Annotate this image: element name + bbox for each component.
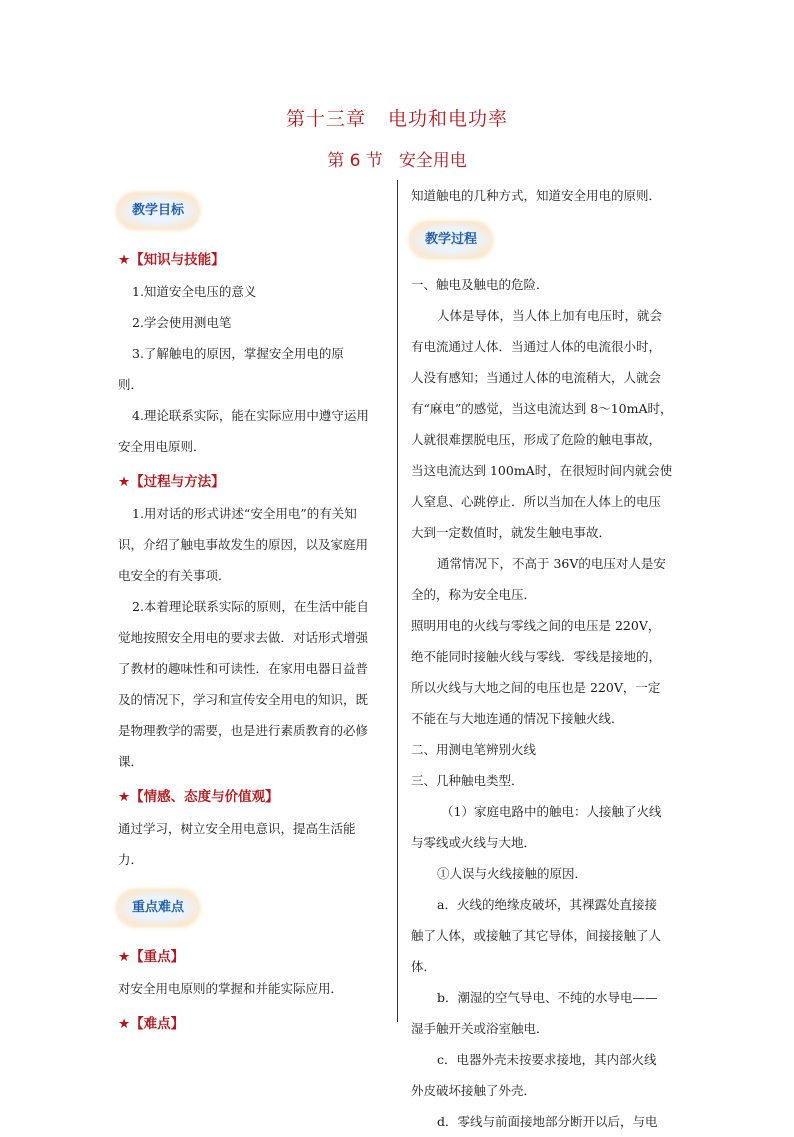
process-body-line: 人就很难摆脱电压，形成了危险的触电事故， xyxy=(411,432,662,447)
process-body-line: 外皮破坏接触了外壳． xyxy=(411,1083,537,1098)
process-body-line: c．电器外壳未按要求接地，其内部火线 xyxy=(437,1052,657,1067)
chapter-name: 电功和电功率 xyxy=(388,108,509,130)
left-column xyxy=(118,188,386,1040)
teaching-process-pill: 教学过程 xyxy=(411,223,491,257)
process-body-line: （1）家庭电路中的触电：人接触了火线 xyxy=(441,804,662,819)
key-difficult-banner xyxy=(118,885,386,937)
process-line: 及的情况下，学习和宣传安全用电的知识，既 xyxy=(118,692,369,707)
process-body-line: 人体是导体，当人体上加有电压时，就会 xyxy=(437,308,663,323)
process-body-line: 全的，称为安全电压． xyxy=(411,587,537,602)
process-body-line: 与零线或火线与大地． xyxy=(411,835,537,850)
process-body-line: 不能在与大地连通的情况下接触火线． xyxy=(411,711,624,726)
emotion-heading: ★【情感、态度与价值观】 xyxy=(118,789,279,805)
emotion-line: 通过学习，树立安全用电意识，提高生活能 xyxy=(118,821,356,836)
process-body-line: 人窒息、心跳停止．所以当加在人体上的电压 xyxy=(411,494,662,509)
process-line: 了教材的趣味性和可读性．在家用电器日益普 xyxy=(118,661,369,676)
process-body-line: 通常情况下，不高于 36V的电压对人是安 xyxy=(437,556,666,571)
knowledge-item: 则． xyxy=(118,377,144,392)
process-body-line: 体． xyxy=(411,959,437,974)
knowledge-heading: ★【知识与技能】 xyxy=(118,252,225,268)
process-body-line: 三、几种触电类型． xyxy=(411,773,524,788)
process-body-line: 大到一定数值时，就发生触电事故． xyxy=(411,525,612,540)
process-line: 觉地按照安全用电的要求去做．对话形式增强 xyxy=(118,630,369,645)
process-body-line: 人没有感知；当通过人体的电流稍大，人就会 xyxy=(411,370,662,385)
process-body-line: 照明用电的火线与零线之间的电压是 220V， xyxy=(411,618,661,633)
process-heading: ★【过程与方法】 xyxy=(118,474,225,490)
right-top-line: 知道触电的几种方式，知道安全用电的原则． xyxy=(411,188,662,203)
process-body-line: b．潮湿的空气导电、不纯的水导电—— xyxy=(437,990,658,1005)
process-line: 电安全的有关事项． xyxy=(118,568,231,583)
teaching-process-banner xyxy=(411,217,679,269)
teaching-goals-banner xyxy=(118,188,386,240)
process-line: 2.本着理论联系实际的原则，在生活中能自 xyxy=(132,599,369,614)
process-body-line: a．火线的绝缘皮破坏，其裸露处直接接 xyxy=(437,897,657,912)
knowledge-item: 3.了解触电的原因，掌握安全用电的原 xyxy=(132,346,344,361)
process-body-line: 有“麻电”的感觉，当这电流达到 8～10mA时， xyxy=(411,401,673,416)
column-divider xyxy=(397,180,398,1022)
process-body-line: 有电流通过人体．当通过人体的电流很小时， xyxy=(411,339,662,354)
key-point-heading: ★【重点】 xyxy=(118,949,185,965)
section-number: 第 6 节 xyxy=(327,151,383,171)
process-body-line: 湿手触开关或浴室触电． xyxy=(411,1021,549,1036)
process-line: 识，介绍了触电事故发生的原因，以及家庭用 xyxy=(118,537,369,552)
knowledge-item: 2.学会使用测电笔 xyxy=(132,315,232,330)
process-line: 1.用对话的形式讲述“安全用电”的有关知 xyxy=(132,506,357,521)
teaching-goals-pill: 教学目标 xyxy=(118,194,198,228)
process-body-line: 当这电流达到 100mA时，在很短时间内就会使 xyxy=(411,463,673,478)
key-point-line: 对安全用电原则的掌握和并能实际应用． xyxy=(118,981,344,996)
difficult-point-heading: ★【难点】 xyxy=(118,1016,185,1032)
emotion-line: 力． xyxy=(118,852,144,867)
knowledge-item: 4.理论联系实际，能在实际应用中遵守运用 xyxy=(132,408,369,423)
knowledge-item: 1.知道安全电压的意义 xyxy=(132,284,257,299)
process-body-line: d．零线与前面接地部分断开以后，与电 xyxy=(437,1114,658,1129)
chapter-title xyxy=(0,104,794,131)
process-body-line: 绝不能同时接触火线与零线．零线是接地的， xyxy=(411,649,662,664)
process-body-line: 一、触电及触电的危险． xyxy=(411,277,549,292)
process-body-line: 二、用测电笔辨别火线 xyxy=(411,742,537,757)
process-line: 课． xyxy=(118,754,144,769)
section-name: 安全用电 xyxy=(398,151,467,171)
key-difficult-pill: 重点难点 xyxy=(118,891,198,925)
process-body-line: ①人误与火线接触的原因． xyxy=(437,866,588,881)
chapter-number: 第十三章 xyxy=(285,108,366,130)
process-body-line: 所以火线与大地之间的电压也是 220V，一定 xyxy=(411,680,661,695)
right-column xyxy=(411,180,679,1137)
section-title xyxy=(0,146,794,171)
process-line: 是物理教学的需要，也是进行素质教育的必修 xyxy=(118,723,369,738)
knowledge-item: 安全用电原则． xyxy=(118,439,206,454)
process-body-line: 触了人体，或接触了其它导体，间接接触了人 xyxy=(411,928,662,943)
